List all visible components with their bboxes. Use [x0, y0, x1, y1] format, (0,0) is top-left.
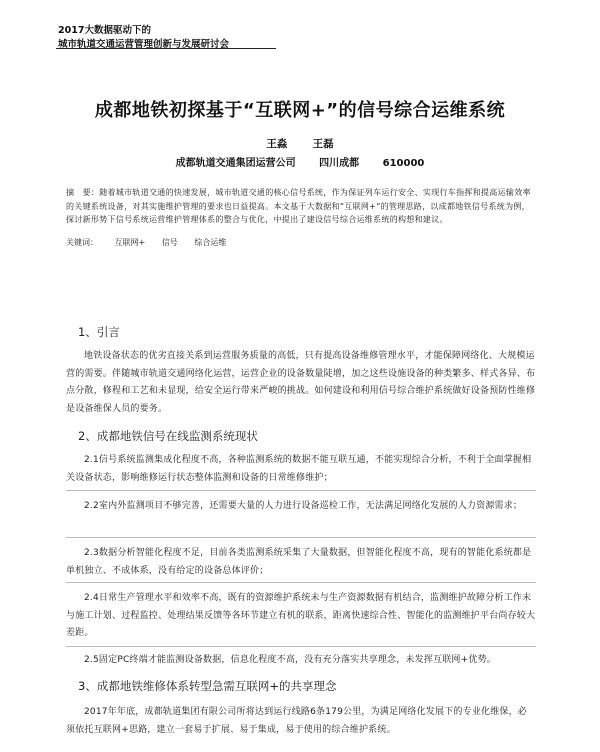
divider — [66, 490, 536, 491]
affiliation — [0, 154, 600, 169]
keyword: 综合运维 — [194, 238, 227, 247]
keyword: 信号 — [161, 238, 178, 247]
paragraph — [66, 452, 536, 487]
paragraph: 地铁设备状态的优劣直接关系到运营服务质量的高低，只有提高设备维修管理水平，才能保障网络化、大规模运营的需要。伴随城市轨道交通网络化运营，运营企业的设备数量陡增，加之这些设施设备的种类繁多、样式各异、布点分散，修程和工艺和未显现，给安全运行带来严峻的挑战。如何建设和利用信号综合维护系统做好设备预防性维修是设备维保人员的要务。 — [66, 351, 536, 414]
section-heading: 2、成都地铁信号在线监测系统现状 — [78, 429, 258, 443]
section-heading: 3、成都地铁维修体系转型急需互联网+的共享理念 — [78, 679, 337, 693]
paper-title: 成都地铁初探基于“互联网+”的信号综合运维系统 — [94, 100, 506, 121]
affiliation-org: 成都轨道交通集团运营公司 — [175, 158, 296, 169]
header-rule — [56, 48, 276, 49]
affiliation-city: 四川成都 — [319, 158, 360, 169]
author-name: 王淼 — [266, 138, 288, 150]
abstract: 摘 要：随着城市轨道交通的快速发展，城市轨道交通的核心信号系统，作为保证列车运行安全、实现行车指挥和提高运输效率的关键系统设备，对其实施维护管理的要求也日益提高。本文基于大数据和“互联网+”的管理思路，以成都地铁信号系统为例，探讨新形势下信号系统运营维护管理体系的整合与优化，中提出了建设信号综合运维系统的构想和建议。 — [66, 188, 531, 224]
paragraph-text: 2.1信号系统监测集成化程度不高，各种监测系统的数据不能互联互通，不能实现综合分析，不利于全面掌握相关设备状态，影响维修运行状态整体监测和设备的日常维修维护； — [66, 455, 532, 483]
divider — [66, 537, 536, 538]
paragraph-text: 2.4日常生产管理水平和效率不高，既有的资源维护系统未与生产资源数据有机结合，监测维护故障分析工作未与施工计划、过程监控、处理结果反馈等各环节建立有机的联系，距离快速综合性、智能化的监测维护平台尚存较大差距。 — [66, 593, 536, 638]
divider — [66, 646, 536, 647]
section-body — [66, 704, 536, 739]
paragraph: 2017年年底，成都轨道集团有限公司所将达到运行线路6条179公里，为满足网络化发展下的专业化维保，必须依托互联网+思路，建立一套易于扩展、易于集成，易于使用的综合维护系统。 — [66, 707, 528, 735]
paragraph — [66, 545, 536, 580]
conference-header-line2: 城市轨道交通运营管理创新与发展研讨会 — [58, 39, 230, 50]
keywords-label: 关键词： — [66, 238, 98, 247]
paragraph-text: 2.3数据分析智能化程度不足，目前各类监测系统采集了大量数据，但智能化程度不高，现有的智能化系统都是单机独立、不成体系，没有给定的设备总体评价； — [66, 548, 532, 576]
author-list — [0, 136, 600, 151]
conference-header-line1: 2017大数据驱动下的 — [58, 25, 151, 36]
paragraph-text: 2.2室内外监测项目不够完善，还需要大量的人力进行设备巡检工作，无法满足网络化发展的人力资源需求； — [84, 501, 523, 511]
divider — [66, 582, 536, 583]
paragraph-text: 2.5固定PC终端才能监测设备数据，信息化程度不高，没有充分落实共享理念，未发挥互联网+优势。 — [84, 655, 496, 665]
section-body — [66, 348, 536, 418]
affiliation-postcode: 610000 — [382, 158, 425, 169]
keyword: 互联网+ — [114, 238, 146, 247]
paragraph — [66, 590, 536, 643]
paragraph — [66, 652, 536, 670]
section-heading: 1、引言 — [78, 325, 120, 339]
paragraph — [66, 498, 536, 516]
keywords — [66, 237, 536, 248]
author-name: 王磊 — [312, 138, 334, 150]
